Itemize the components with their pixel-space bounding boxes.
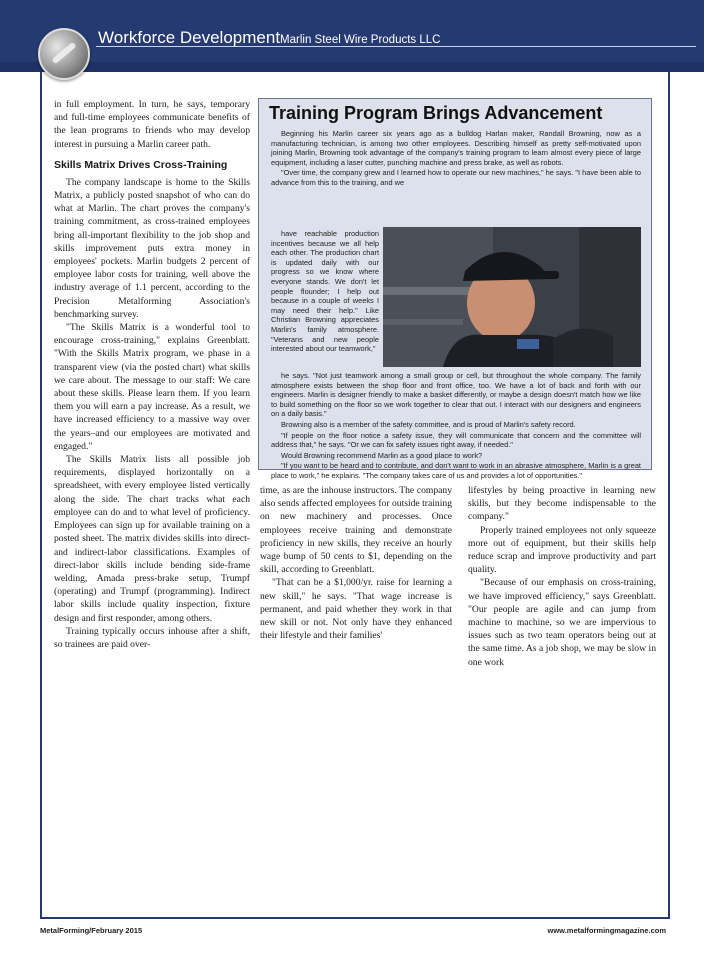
col2-paragraph-2: "That can be a $1,000/yr. raise for learning a new skill," he says. "That wage increase is permanent, and paid whether they work in that new skill or not. Not only have they enhanced their lifestyle and their families' [260,577,452,642]
column-1 [54,98,250,651]
worker-photo [383,227,641,367]
sidebar-paragraph-6: Would Browning recommend Marlin as a good place to work? [281,450,483,460]
col3-paragraph-1: lifestyles by being proactive in learning new skills, but they become indispensable to the company." [468,485,656,523]
sidebar-left-text [271,229,379,355]
col3-paragraph-2: Properly trained employees not only squeeze more out of equipment, but their skills help reduce scrap and improve productivity and part quality. [468,524,656,576]
col1-paragraph-3: "The Skills Matrix is a wonderful tool to encourage cross-training," explains Greenblatt. "With the Skills Matrix program, we phase in a transparent view (via the posted chart) what skills we care about. The message to our staff: We care about these skills. Please learn them. If you learn them you will earn a pay increase. As a result, we have increased efficiency to a massive way over the years–and our employees are motivated and engaged." [54,322,250,452]
col3-paragraph-3: "Because of our emphasis on cross-training, we have improved efficiency," says Greenblatt. "Our people are agile and can jump from machine to machine, so we are impervious to issues such as two team operators being out at the same time. As a job shop, we may be slow in one work [468,577,656,668]
col1-paragraph-5: Training typically occurs inhouse after a shift, so trainees are paid over- [54,625,250,650]
column-2 [260,484,452,642]
worker-photo-illustration [383,227,641,367]
header-band [0,62,704,72]
sidebar-title: Training Program Brings Advancement [269,103,603,123]
sidebar-paragraph-7: "If you want to be heard and to contribute, and don't want to work in an abrasive atmosphere, Marlin is a great place to work," he explains. "The company takes care of us and provides a lot of opportunities." [271,461,641,480]
sidebar-top-text [271,129,641,189]
footer-issue: MetalForming/February 2015 [40,926,143,935]
column-3 [468,484,656,669]
footer-website[interactable]: www.metalformingmagazine.com [547,926,666,935]
section-name: Workforce Development [98,28,281,47]
section-title [98,28,440,48]
col1-paragraph-1: in full employment. In turn, he says, temporary and full-time employees communicate benefits of the lean programs to friends who may develop interest in pursuing a Marlin career path. [54,99,250,150]
section-company: Marlin Steel Wire Products LLC [280,34,441,46]
col2-paragraph-1: time, as are the inhouse instructors. The company also sends affected employees for outside training on new machinery and processes. Once employees receive training and demonstrate proficiency in new skills, they receive an hourly wage bump of 50 cents to $1, depending on the skill, according to Greenblatt. [260,485,452,576]
sidebar-box [258,98,652,480]
sidebar-paragraph-left: have reachable production incentives because we all help each other. The production chart is updated daily with our progress so we know where everyone stands. We don't let people flounder; I help out because in a couple of weeks I may need their help." Like Christian Browning appreciates Marlin's family atmosphere. "Veterans and new people interested about our teamwork," [271,229,379,354]
sidebar-paragraph-1: Beginning his Marlin career six years ago as a bulldog Harlan maker, Randall Browning, now as a manufacturing technician, is among two other employees. Describing himself as pretty self-motivated upon joining Marlin, Browning took advantage of the company's training program to learn almost every piece of large equipment, including a laser cutter, punching machine and press brake, as well as robots. [271,129,641,167]
sidebar-paragraph-2: "Over time, the company grew and I learned how to operate our new machines," he says. "I have been able to advance from this to the training, and we [271,168,641,187]
col1-paragraph-2: The company landscape is home to the Skills Matrix, a publicly posted snapshot of who can do what at Marlin. The chart proves the company's training commitment, as cross-trained employees bring all-important flexibility to the job shop and skills improvement puts extra money in employees' pockets. Marlin budgets 2 percent of employee labor costs for training, well above the industry average of 1.1 percent, according to the Precision Metalforming Association's benchmarking survey. [54,176,250,320]
sidebar-bottom-text [271,371,641,482]
subheading-skills-matrix: Skills Matrix Drives Cross-Training [54,158,228,171]
sidebar-paragraph-4: Browning also is a member of the safety committee, and is proud of Marlin's safety record. [281,419,576,429]
sidebar-paragraph-5: "If people on the floor notice a safety issue, they will communicate that concern and the committee will address that," he says. "Or we can fix safety issues right away, if needed." [271,430,641,450]
col1-paragraph-4: The Skills Matrix lists all possible job requirements, displayed horizontally on a spreadsheet, with every employee listed vertically along the side. The chart tracks what each employee can do and to what level of proficiency. Employees can sign up for available training on a posted sheet. The matrix divides skills into direct- and indirect-labor classifications. Examples of direct-labor skills include bending side-frame welding, Amada press-brake setup, Trumpf (operating) and Trumpf (programming). Indirect labor skills include quality inspection, fixture design and first responder, among others. [54,454,250,624]
logo-shine [51,42,76,65]
sidebar-paragraph-3: he says. "Not just teamwork among a small group or cell, but throughout the whole company. The family atmosphere exists between the shop floor and front office, too. We have a lot of back and forth with our engineers. Marlin is designer friendly to make a basket differently, or maybe a design doesn't match how we like to build something on the floor so we work together to clear that out. I interact with our designers and engineers on a daily basis." [271,371,641,419]
